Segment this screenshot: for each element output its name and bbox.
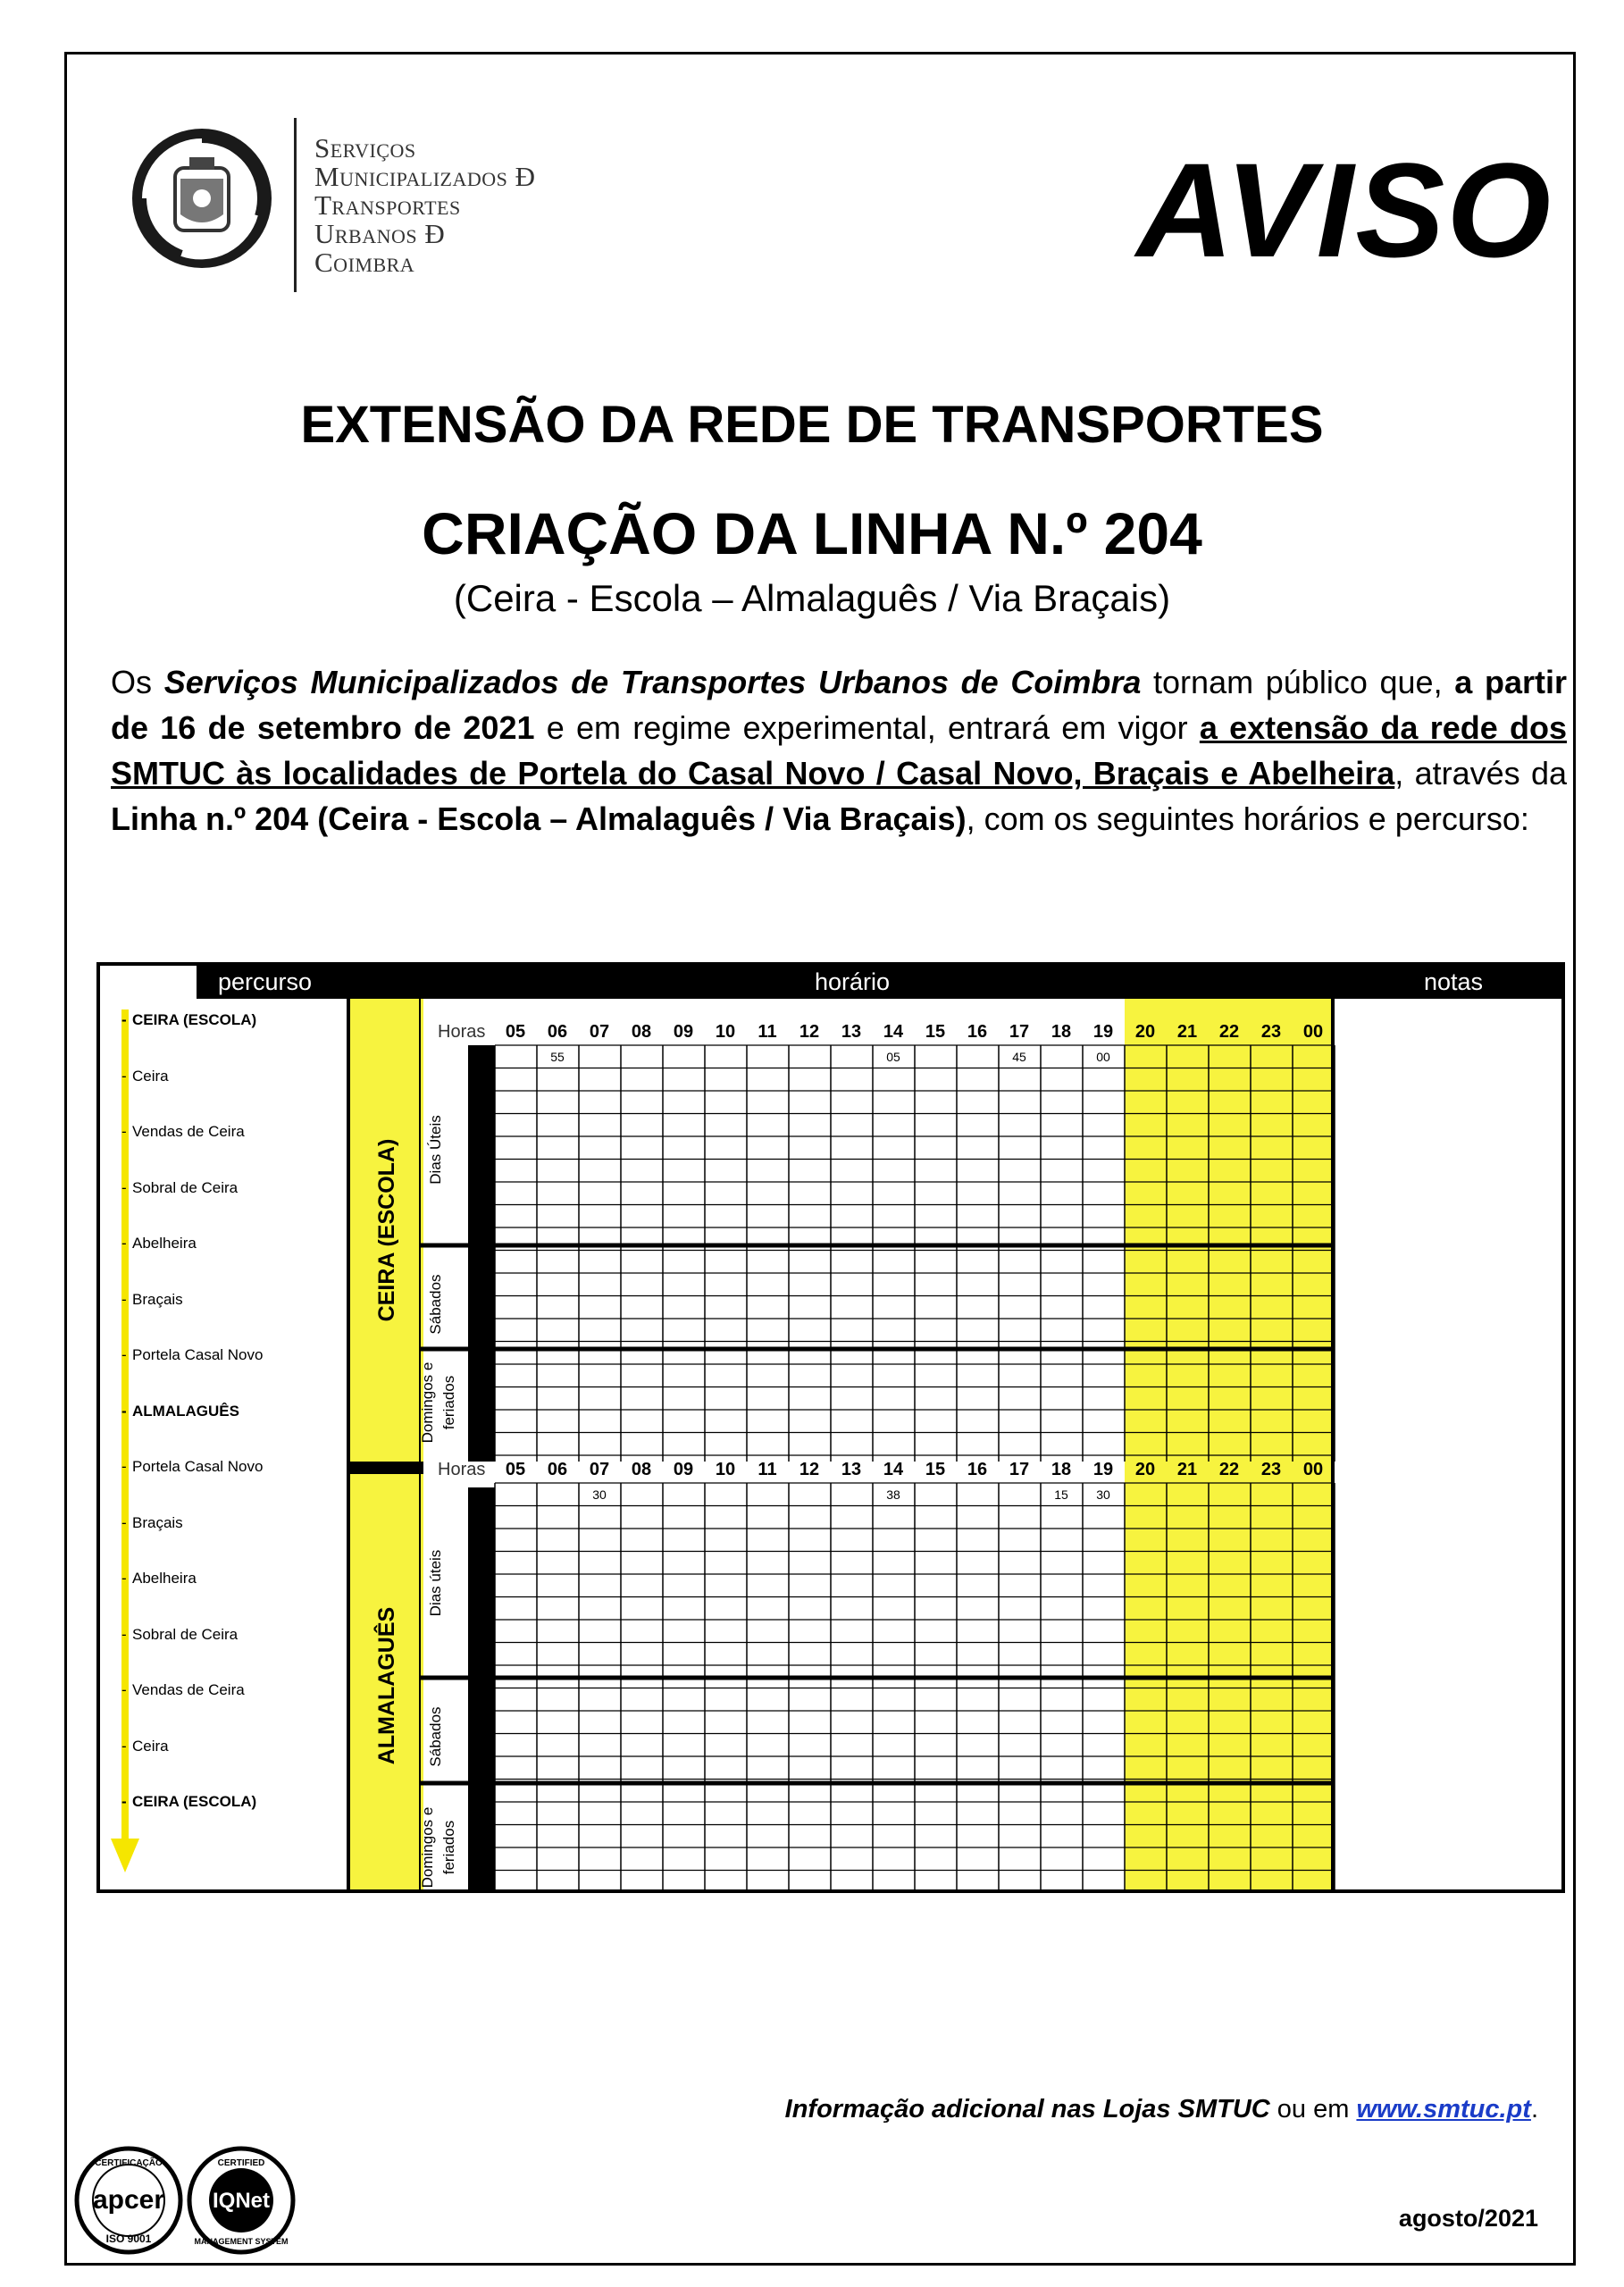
origin-label-almalagues: ALMALAGUÊS bbox=[374, 1606, 399, 1765]
cert1-text: apcer bbox=[92, 2185, 165, 2215]
hour-21: 21 bbox=[1176, 1022, 1198, 1042]
stop-bullet: - bbox=[121, 1625, 127, 1643]
stop-bullet: - bbox=[121, 1067, 127, 1085]
hour-19: 19 bbox=[1092, 1460, 1114, 1479]
stop-bullet: - bbox=[121, 1290, 127, 1308]
hour-09: 09 bbox=[673, 1460, 694, 1479]
hour-16: 16 bbox=[967, 1022, 988, 1042]
hour-09: 09 bbox=[673, 1022, 694, 1042]
stop-name: Braçais bbox=[132, 1290, 183, 1308]
minutos-label-2: minutos bbox=[473, 1641, 490, 1704]
hour-19: 19 bbox=[1092, 1022, 1114, 1042]
header-notas: notas bbox=[1424, 968, 1484, 995]
text-run: a partir de 16 de setembro de 2021 bbox=[111, 664, 1567, 746]
certification-logos bbox=[73, 2142, 314, 2258]
departure-minute: 30 bbox=[1096, 1487, 1110, 1502]
departure-minute: 00 bbox=[1096, 1050, 1110, 1064]
minutos-label-1: minutos bbox=[473, 1221, 490, 1284]
stop-bullet: - bbox=[121, 1570, 127, 1587]
website-link[interactable]: www.smtuc.pt bbox=[1356, 2095, 1531, 2124]
text-run: e em regime experimental, entrará em vigor bbox=[534, 709, 1200, 746]
cert1-top-text: CERTIFICAÇÃO bbox=[95, 2158, 163, 2168]
hour-22: 22 bbox=[1218, 1022, 1240, 1042]
iqnet-seal-icon bbox=[189, 2149, 293, 2252]
departure-minute: 05 bbox=[886, 1050, 900, 1064]
stop-bullet: - bbox=[121, 1793, 127, 1810]
hour-13: 13 bbox=[841, 1460, 862, 1479]
horas-label: Horas bbox=[438, 1022, 486, 1042]
hour-12: 12 bbox=[799, 1460, 820, 1479]
hour-18: 18 bbox=[1051, 1022, 1072, 1042]
hour-10: 10 bbox=[715, 1022, 736, 1042]
hour-23: 23 bbox=[1260, 1460, 1282, 1479]
cert2-top-text: CERTIFIED bbox=[217, 2158, 265, 2168]
departure-minute: 38 bbox=[886, 1487, 900, 1502]
origin-label-ceira: CEIRA (ESCOLA) bbox=[374, 1138, 399, 1322]
hour-17: 17 bbox=[1009, 1022, 1030, 1042]
title-line-creation: CRIAÇÃO DA LINHA N.º 204 bbox=[422, 500, 1202, 566]
hour-20: 20 bbox=[1134, 1022, 1156, 1042]
stop-name: Ceira bbox=[132, 1737, 169, 1755]
hour-06: 06 bbox=[547, 1022, 568, 1042]
hour-00: 00 bbox=[1302, 1022, 1324, 1042]
hour-23: 23 bbox=[1260, 1022, 1282, 1042]
stop-bullet: - bbox=[121, 1737, 127, 1755]
stop-bullet: - bbox=[121, 1458, 127, 1475]
footer-info-mid: ou em bbox=[1269, 2095, 1357, 2124]
daytype-saturday-1: Sábados bbox=[427, 1274, 444, 1335]
hour-07: 07 bbox=[589, 1460, 610, 1479]
stop-name: CEIRA (ESCOLA) bbox=[132, 1011, 257, 1028]
footer-info-bold: Informação adicional nas Lojas SMTUC bbox=[784, 2095, 1270, 2124]
horas-label: Horas bbox=[438, 1460, 486, 1479]
daytype-saturday-2: Sábados bbox=[427, 1706, 444, 1767]
org-line: Serviços bbox=[314, 132, 416, 163]
header-percurso: percurso bbox=[218, 968, 313, 995]
stop-bullet: - bbox=[121, 1402, 127, 1420]
stop-name: ALMALAGUÊS bbox=[132, 1402, 239, 1420]
stop-bullet: - bbox=[121, 1513, 127, 1531]
stop-name: Braçais bbox=[132, 1513, 183, 1531]
text-run: Linha n.º 204 (Ceira - Escola – Almalaguês / Via Braçais) bbox=[111, 800, 967, 837]
notice-date: agosto/2021 bbox=[1398, 2205, 1538, 2232]
daytype-weekday-2: Dias úteis bbox=[427, 1549, 444, 1617]
text-run: a extensão da rede dos SMTUC às localidades de Portela do Casal Novo / Casal Novo, Braçais e Abelheira bbox=[111, 709, 1568, 792]
stop-bullet: - bbox=[121, 1681, 127, 1698]
hour-12: 12 bbox=[799, 1022, 820, 1042]
cert2-text: IQNet bbox=[212, 2189, 271, 2213]
stop-name: Abelheira bbox=[132, 1570, 197, 1587]
text-run: Os bbox=[111, 664, 164, 700]
stop-bullet: - bbox=[121, 1235, 127, 1252]
daytype-weekday-1: Dias Úteis bbox=[427, 1115, 444, 1185]
subtitle-route: (Ceira - Escola – Almalaguês / Via Braçais) bbox=[453, 577, 1171, 619]
hour-13: 13 bbox=[841, 1022, 862, 1042]
stop-name: Ceira bbox=[132, 1067, 169, 1085]
hour-10: 10 bbox=[715, 1460, 736, 1479]
hour-17: 17 bbox=[1009, 1460, 1030, 1479]
text-run: tornam público que, bbox=[1141, 664, 1455, 700]
hour-22: 22 bbox=[1218, 1460, 1240, 1479]
text-run: , com os seguintes horários e percurso: bbox=[966, 800, 1529, 837]
hour-14: 14 bbox=[883, 1022, 904, 1042]
footer-info-end: . bbox=[1530, 2095, 1538, 2124]
stop-name: CEIRA (ESCOLA) bbox=[132, 1793, 257, 1810]
stop-name: Vendas de Ceira bbox=[132, 1123, 245, 1140]
hour-08: 08 bbox=[631, 1460, 652, 1479]
org-line: Urbanos Đ bbox=[314, 218, 446, 249]
apcer-seal-icon bbox=[77, 2149, 180, 2252]
hour-07: 07 bbox=[589, 1022, 610, 1042]
hour-21: 21 bbox=[1176, 1460, 1198, 1479]
departure-minute: 15 bbox=[1054, 1487, 1068, 1502]
footer-info bbox=[785, 2093, 1538, 2125]
stop-bullet: - bbox=[121, 1123, 127, 1140]
daytype-holiday-2: Domingos e feriados bbox=[419, 1806, 457, 1889]
stop-name: Sobral de Ceira bbox=[132, 1178, 239, 1196]
stop-name: Portela Casal Novo bbox=[132, 1346, 264, 1363]
daytype-holiday-1: Domingos e feriados bbox=[419, 1361, 457, 1444]
org-line: Coimbra bbox=[314, 247, 415, 278]
stop-bullet: - bbox=[121, 1178, 127, 1196]
hour-08: 08 bbox=[631, 1022, 652, 1042]
header-horario: horário bbox=[815, 968, 891, 995]
org-line: Municipalizados Đ bbox=[314, 161, 536, 192]
title-extension: EXTENSÃO DA REDE DE TRANSPORTES bbox=[300, 396, 1324, 454]
hour-06: 06 bbox=[547, 1460, 568, 1479]
stop-bullet: - bbox=[121, 1346, 127, 1363]
aviso-heading: AVISO bbox=[1136, 135, 1553, 285]
stop-name: Vendas de Ceira bbox=[132, 1681, 245, 1698]
hour-20: 20 bbox=[1134, 1460, 1156, 1479]
cert1-bottom-text: ISO 9001 bbox=[105, 2233, 152, 2245]
departure-minute: 55 bbox=[550, 1050, 565, 1064]
text-run: , através da bbox=[1394, 755, 1567, 792]
org-line: Transportes bbox=[314, 189, 461, 221]
departure-minute: 30 bbox=[592, 1487, 607, 1502]
text-run: Serviços Municipalizados de Transportes Urbanos de Coimbra bbox=[163, 664, 1142, 700]
stop-bullet: - bbox=[121, 1011, 127, 1028]
hour-05: 05 bbox=[505, 1460, 526, 1479]
stop-name: Sobral de Ceira bbox=[132, 1625, 239, 1643]
departure-minute: 45 bbox=[1012, 1050, 1026, 1064]
hour-00: 00 bbox=[1302, 1460, 1324, 1479]
hour-15: 15 bbox=[925, 1022, 946, 1042]
cert2-bottom-text: MANAGEMENT SYSTEM bbox=[194, 2237, 289, 2246]
hour-11: 11 bbox=[758, 1460, 777, 1479]
hour-15: 15 bbox=[925, 1460, 946, 1479]
stop-name: Portela Casal Novo bbox=[132, 1458, 264, 1475]
stop-name: Abelheira bbox=[132, 1235, 197, 1252]
hour-16: 16 bbox=[967, 1460, 988, 1479]
hour-18: 18 bbox=[1051, 1460, 1072, 1479]
hour-05: 05 bbox=[505, 1022, 526, 1042]
hour-11: 11 bbox=[758, 1022, 777, 1042]
hour-14: 14 bbox=[883, 1460, 904, 1479]
